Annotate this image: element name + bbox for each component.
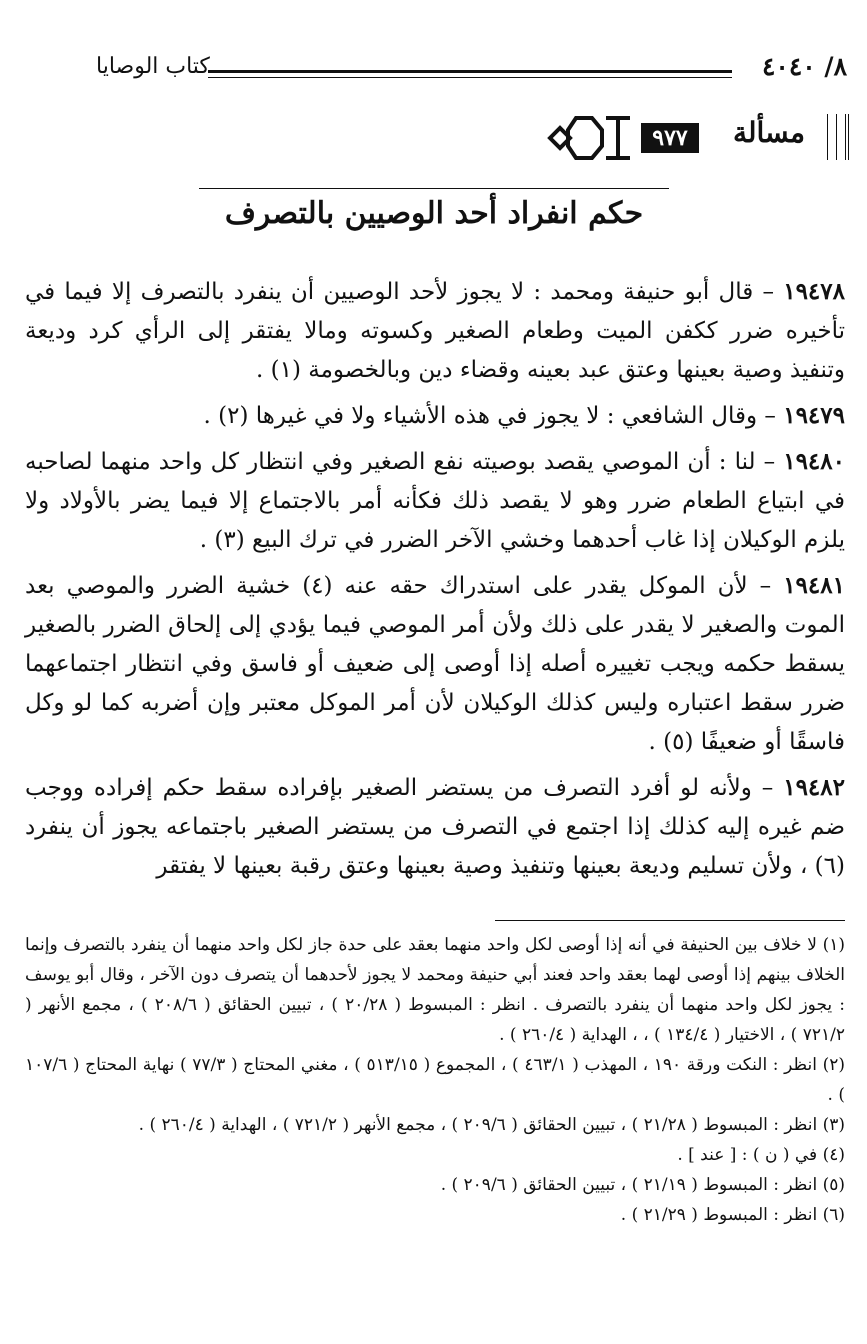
ornament-icon xyxy=(546,110,634,166)
chapter-rule xyxy=(199,188,669,189)
footnote: (٢) انظر : النكت ورقة ١٩٠ ، المهذب ( ٤٦٣/١ ) ، المجموع ( ٥١٣/١٥ ) ، مغني المحتاج ( ٧٧/٣ ) نهاية المحتاج ( ١٠٧/٦ ) . xyxy=(25,1055,845,1105)
footnote: (٥) انظر : المبسوط ( ٢١/١٩ ) ، تبيين الحقائق ( ٢٠٩/٦ ) . xyxy=(440,1175,845,1195)
paragraph-text: – وقال الشافعي : لا يجوز في هذه الأشياء ولا في غيرها (٢) . xyxy=(203,403,784,429)
paragraph-text: – لأن الموكل يقدر على استدراك حقه عنه (٤) خشية الضرر والموصي بعد الموت والصغير لا يقدر على ذلك ولأن أمر الموصي فيما يؤدي إلى إلحاق الضرر بالصغير يسقط حكمه ويجب تغييره أصله إذا أوصى إلى ضعيف أو فاسق وفي انتظار اجتماعهما ضرر سقط اعتباره وليس كذلك الوكيلان لأن أمر الموكل معتبر وإن أضربه كما لو وكل فاسقًا أو ضعيفًا (٥) . xyxy=(25,573,845,755)
paragraph-text: – لنا : أن الموصي يقصد بوصيته نفع الصغير وفي انتظار كل واحد منهما لصاحبه في ابتياع الطعام ضرر وهو لا يقصد ذلك فكأنه أمر بالاجتماع إلا فيما يضر بالأولاد ولا يلزم الوكيلان إذا غاب أحدهما وخشي الآخر الضرر في ترك البيع (٣) . xyxy=(25,449,845,553)
running-header xyxy=(96,52,847,92)
paragraph-text: – ولأنه لو أفرد التصرف من يستضر الصغير بإفراده سقط حكم إفراده ووجب ضم غيره إليه كذلك إذا اجتمع في التصرف من يستضر الصغير باجتماعه يجوز أن ينفرد (٦) ، ولأن تسليم وديعة بعينها وتنفيذ وصية بعينها وعتق رقبة بعينها لا يفتقر xyxy=(25,775,845,879)
footnote: (٤) في ( ن ) : [ عند ] . xyxy=(677,1145,845,1165)
masala-label: مسألة xyxy=(732,116,805,149)
book-title: كتاب الوصايا xyxy=(96,54,210,79)
masala-number-badge: ٩٧٧ xyxy=(641,123,699,153)
paragraph-number: ١٩٤٧٩ xyxy=(783,402,845,429)
paragraph xyxy=(25,566,845,762)
footnote: (٦) انظر : المبسوط ( ٢١/٢٩ ) . xyxy=(620,1205,845,1225)
paragraph-number: ١٩٤٧٨ xyxy=(783,278,845,305)
footnote: (٣) انظر : المبسوط ( ٢١/٢٨ ) ، تبيين الحقائق ( ٢٠٩/٦ ) ، مجمع الأنهر ( ٧٢١/٢ ) ، الهداية ( ٢٦٠/٤ ) . xyxy=(138,1115,845,1135)
masala-heading xyxy=(549,110,849,166)
paragraph xyxy=(25,768,845,886)
main-text xyxy=(25,272,845,886)
footnote: (١) لا خلاف بين الحنيفة في أنه إذا أوصى لكل واحد منهما بعقد على حدة جاز لكل واحد منهما أن ينفرد بالتصرف وإنما الخلاف بينهم إذا أوصى لهما بعقد واحد فعند أبي حنيفة ومحمد لا يجوز لأحدهما أن يتصرف دون الآخر ، وقال أبو يوسف : يجوز لكل واحد منهما أن ينفرد بالتصرف . انظر : المبسوط ( ٢٠/٢٨ ) ، تبيين الحقائق ( ٢٠٨/٦ ) ، مجمع الأنهر ( ٧٢١/٢ ) ، الاختيار ( ١٣٤/٤ ) ، ، الهداية ( ٢٦٠/٤ ) . xyxy=(25,935,846,1045)
frame-bars xyxy=(809,114,849,160)
paragraph xyxy=(25,442,845,560)
footnotes xyxy=(25,930,845,1230)
paragraph-number: ١٩٤٨١ xyxy=(783,572,845,599)
paragraph-number: ١٩٤٨٠ xyxy=(783,448,845,475)
paragraph-number: ١٩٤٨٢ xyxy=(783,774,845,801)
paragraph-text: – قال أبو حنيفة ومحمد : لا يجوز لأحد الوصيين أن ينفرد بالتصرف إلا فيما في تأخيره ضرر ككفن الميت وطعام الصغير وكسوته ومالا يفتقر إلى الرأي كرد وديعة وتنفيذ وصية بعينها وعتق عبد بعينه وقضاء دين وبالخصومة (١) . xyxy=(25,279,845,383)
chapter-title: حكم انفراد أحد الوصيين بالتصرف xyxy=(224,196,644,231)
header-rule xyxy=(208,70,732,78)
page-number: ٨/ ٤٠٤٠ xyxy=(762,52,847,81)
footnote-rule xyxy=(495,920,845,921)
paragraph xyxy=(25,396,845,436)
paragraph xyxy=(25,272,845,390)
